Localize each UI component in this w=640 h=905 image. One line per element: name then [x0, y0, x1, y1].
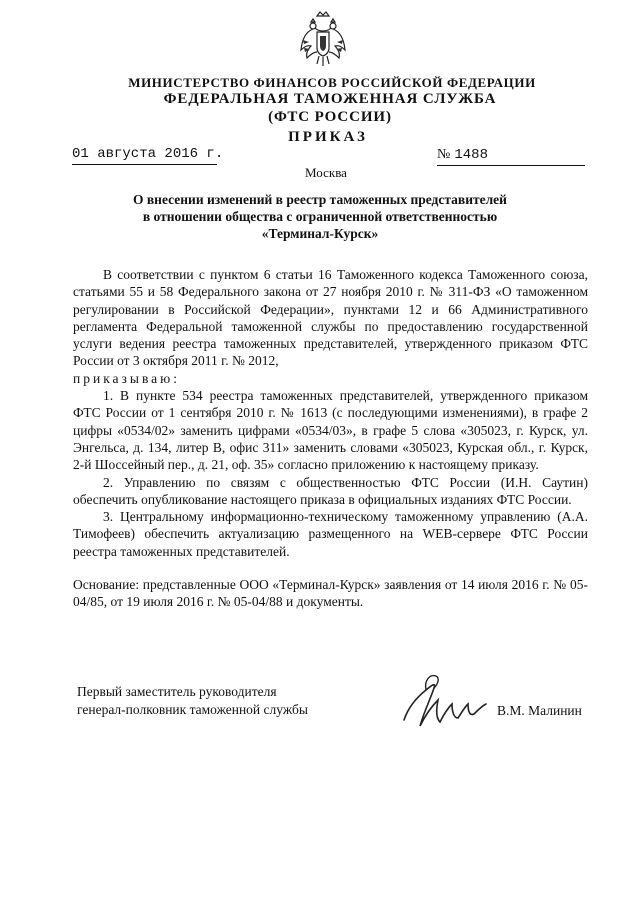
- order-number: 1488: [454, 147, 488, 163]
- handwritten-signature-icon: [396, 668, 496, 740]
- subject-line: «Терминал-Курск»: [261, 226, 379, 241]
- service-name: ФЕДЕРАЛЬНАЯ ТАМОЖЕННАЯ СЛУЖБА: [163, 91, 497, 107]
- basis-paragraph: Основание: представленные ООО «Терминал-Курск» заявления от 14 июля 2016 г. № 05-04/85, от 19 июля 2016 г. № 05-04/88 и документы.: [73, 577, 588, 610]
- document-type: ПРИКАЗ: [288, 129, 368, 145]
- subject-line: О внесении изменений в реестр таможенных представителей: [133, 192, 507, 207]
- eagle-emblem-icon: [299, 10, 347, 68]
- order-number-field: [437, 146, 585, 166]
- subject-line: в отношении общества с ограниченной ответственностью: [142, 209, 498, 224]
- signatory-title-line: Первый заместитель руководителя: [77, 684, 277, 699]
- order-item-3: 3. Центральному информационно-техническому таможенному управлению (А.А. Тимофеев) обеспечить актуализацию размещенного на WEB-сервере ФТС России реестра таможенных представителей.: [73, 509, 588, 559]
- order-subject: [100, 191, 540, 242]
- number-sign: №: [437, 147, 451, 162]
- order-date: 01 августа 2016 г.: [72, 146, 217, 165]
- ministry-name: МИНИСТЕРСТВО ФИНАНСОВ РОССИЙСКОЙ ФЕДЕРАЦИИ: [128, 75, 536, 90]
- order-body: [73, 266, 588, 611]
- service-abbreviation: (ФТС РОССИИ): [268, 109, 392, 125]
- signatory-title-line: генерал-полковник таможенной службы: [77, 702, 308, 717]
- preamble-paragraph: В соответствии с пунктом 6 статьи 16 Таможенного кодекса Таможенного союза, статьями 55 и 58 Федерального закона от 27 ноября 2010 г. № 311-ФЗ «О таможенном регулировании в Российской Федерации», пунктами 12 и 66 Административного регламента Федеральной таможенной службы по предоставлению государственной услуги ведения реестра таможенных представителей, утвержденного приказом ФТС России от 3 октября 2011 г. № 2012,: [73, 267, 588, 369]
- order-item-2: 2. Управлению по связям с общественностью ФТС России (И.Н. Саутин) обеспечить опубликование настоящего приказа в официальных изданиях ФТС России.: [73, 474, 588, 507]
- order-word: приказываю:: [73, 370, 180, 386]
- order-item-1: 1. В пункте 534 реестра таможенных представителей, утвержденного приказом ФТС России от 1 сентября 2010 г. № 1613 (с последующими изменениями), в графе 2 цифры «0534/02» заменить цифрами «0534/03», в графе 5 слова «305023, г. Курск, ул. Энгельса, д. 134, литер В, офис 311» заменить словами «305023, Курская обл., г. Курск, 2-й Шоссейный пер., д. 21, оф. 35» согласно приложению к настоящему приказу.: [73, 388, 588, 473]
- signatory-name: В.М. Малинин: [497, 703, 582, 718]
- signatory-title: [77, 683, 308, 719]
- city: Москва: [305, 165, 347, 180]
